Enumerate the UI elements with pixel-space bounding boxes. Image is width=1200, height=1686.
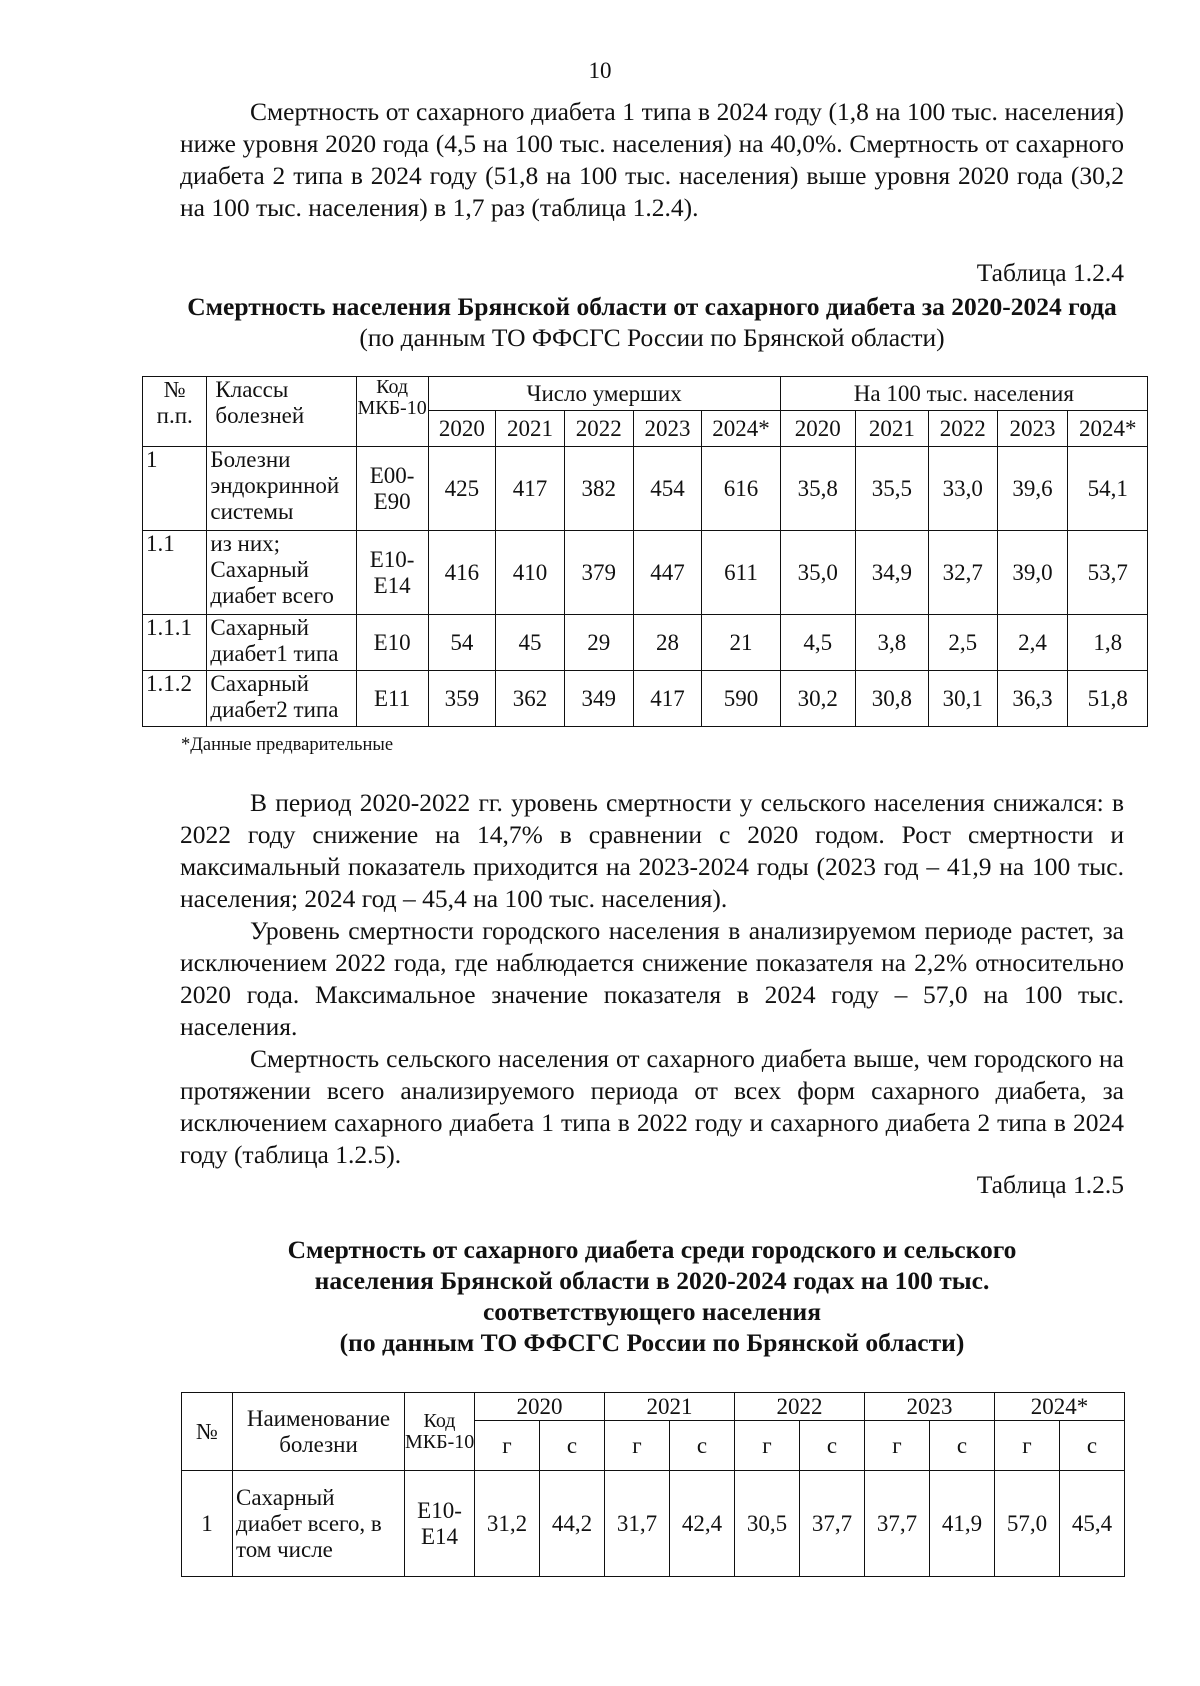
header-rate-group: На 100 тыс. населения	[780, 377, 1147, 411]
page-number: 10	[588, 58, 612, 83]
table1-caption: Таблица 1.2.4	[976, 258, 1124, 287]
table2-title-line: населения Брянской области в 2020-2024 годах на 100 тыс.	[314, 1266, 990, 1295]
rate-cell: 30,2	[780, 671, 855, 727]
table1-title	[180, 291, 1124, 353]
deaths-cell: 362	[496, 671, 565, 727]
row-name: Сахарный диабет2 типа	[207, 671, 356, 727]
value-cell: 31,7	[605, 1471, 670, 1577]
mortality-table-2	[181, 1392, 1125, 1577]
rate-cell: 35,5	[855, 447, 928, 531]
deaths-cell: 417	[496, 447, 565, 531]
table2-title-line: Смертность от сахарного диабета среди городского и сельского	[287, 1235, 1017, 1264]
row-code: Е10-Е14	[405, 1471, 475, 1577]
header-year: 2021	[855, 411, 928, 447]
deaths-cell: 590	[702, 671, 780, 727]
rate-cell: 53,7	[1068, 531, 1148, 615]
header-year: 2024*	[995, 1393, 1125, 1421]
deaths-cell: 359	[428, 671, 496, 727]
header-urban: г	[475, 1421, 540, 1471]
row-name: Болезни эндокринной системы	[207, 447, 356, 531]
table2-title-line: соответствующего населения	[482, 1297, 822, 1326]
deaths-cell: 616	[702, 447, 780, 531]
table1-title-rest: (по данным ТО ФФСГС России по Брянской области)	[359, 323, 945, 352]
paragraph-comparison: Смертность сельского населения от сахарного диабета выше, чем городского на протяжении всего анализируемого периода от всех форм сахарного диабета, за исключением сахарного диабета 1 типа в 2022 году и сахарного диабета 2 типа в 2024 году (таблица 1.2.5).	[180, 1044, 1124, 1169]
header-year: 2023	[997, 411, 1068, 447]
header-code: Код МКБ-10	[356, 377, 428, 447]
row-num: 1	[143, 447, 207, 531]
row-name: Сахарный диабет всего, в том числе	[233, 1471, 405, 1577]
row-name: из них; Сахарный диабет всего	[207, 531, 356, 615]
rate-cell: 35,8	[780, 447, 855, 531]
value-cell: 30,5	[735, 1471, 800, 1577]
header-year: 2023	[633, 411, 702, 447]
header-urban: г	[995, 1421, 1060, 1471]
header-year: 2021	[496, 411, 565, 447]
deaths-cell: 54	[428, 615, 496, 671]
deaths-cell: 611	[702, 531, 780, 615]
rate-cell: 35,0	[780, 531, 855, 615]
deaths-cell: 379	[564, 531, 633, 615]
row-name: Сахарный диабет1 типа	[207, 615, 356, 671]
row-num: 1	[182, 1471, 233, 1577]
deaths-cell: 417	[633, 671, 702, 727]
rate-cell: 39,6	[997, 447, 1068, 531]
deaths-cell: 425	[428, 447, 496, 531]
header-urban: г	[865, 1421, 930, 1471]
row-num: 1.1.1	[143, 615, 207, 671]
value-cell: 37,7	[800, 1471, 865, 1577]
value-cell: 44,2	[540, 1471, 605, 1577]
value-cell: 41,9	[930, 1471, 995, 1577]
rate-cell: 2,5	[928, 615, 997, 671]
table-row	[143, 671, 1148, 727]
value-cell: 45,4	[1060, 1471, 1125, 1577]
table2-caption: Таблица 1.2.5	[976, 1170, 1124, 1199]
header-year: 2022	[735, 1393, 865, 1421]
rate-cell: 36,3	[997, 671, 1068, 727]
rate-cell: 1,8	[1068, 615, 1148, 671]
table2-title-line: (по данным ТО ФФСГС России по Брянской области)	[339, 1328, 965, 1357]
rate-cell: 39,0	[997, 531, 1068, 615]
paragraph-urban: Уровень смертности городского населения в анализируемом периоде растет, за исключением 2022 года, где наблюдается снижение показателя на 2,2% относительно 2020 года. Максимальное значение показателя в 2024 году – 57,0 на 100 тыс. населения.	[180, 916, 1124, 1041]
deaths-cell: 21	[702, 615, 780, 671]
table-row	[182, 1471, 1125, 1577]
header-rural: с	[540, 1421, 605, 1471]
deaths-cell: 454	[633, 447, 702, 531]
header-year: 2022	[564, 411, 633, 447]
header-rural: с	[930, 1421, 995, 1471]
rate-cell: 33,0	[928, 447, 997, 531]
header-year: 2020	[475, 1393, 605, 1421]
rate-cell: 4,5	[780, 615, 855, 671]
rate-cell: 32,7	[928, 531, 997, 615]
table2-title	[180, 1234, 1124, 1358]
header-year: 2023	[865, 1393, 995, 1421]
row-code: Е00-Е90	[356, 447, 428, 531]
row-code: Е10-Е14	[356, 531, 428, 615]
mortality-table-1	[142, 376, 1148, 727]
value-cell: 57,0	[995, 1471, 1060, 1577]
value-cell: 42,4	[670, 1471, 735, 1577]
rate-cell: 54,1	[1068, 447, 1148, 531]
header-urban: г	[735, 1421, 800, 1471]
deaths-cell: 45	[496, 615, 565, 671]
deaths-cell: 447	[633, 531, 702, 615]
header-rural: с	[1060, 1421, 1125, 1471]
deaths-cell: 416	[428, 531, 496, 615]
header-rural: с	[670, 1421, 735, 1471]
table-row	[143, 447, 1148, 531]
header-name: Наименование болезни	[233, 1393, 405, 1471]
rate-cell: 30,8	[855, 671, 928, 727]
row-num: 1.1.2	[143, 671, 207, 727]
header-year: 2024*	[1068, 411, 1148, 447]
header-num: № п.п.	[143, 377, 207, 447]
header-year: 2020	[780, 411, 855, 447]
intro-paragraph: Смертность от сахарного диабета 1 типа в 2024 году (1,8 на 100 тыс. населения) ниже уровня 2020 года (4,5 на 100 тыс. населения) на 40,0%. Смертность от сахарного диабета 2 типа в 2024 году (51,8 на 100 тыс. населения) выше уровня 2020 года (30,2 на 100 тыс. населения) в 1,7 раз (таблица 1.2.4).	[180, 97, 1124, 222]
deaths-cell: 382	[564, 447, 633, 531]
header-year: 2024*	[702, 411, 780, 447]
deaths-cell: 410	[496, 531, 565, 615]
row-num: 1.1	[143, 531, 207, 615]
header-rural: с	[800, 1421, 865, 1471]
value-cell: 31,2	[475, 1471, 540, 1577]
rate-cell: 51,8	[1068, 671, 1148, 727]
rate-cell: 30,1	[928, 671, 997, 727]
header-deaths-group: Число умерших	[428, 377, 780, 411]
rate-cell: 34,9	[855, 531, 928, 615]
header-urban: г	[605, 1421, 670, 1471]
header-year: 2022	[928, 411, 997, 447]
row-code: Е11	[356, 671, 428, 727]
header-year: 2020	[428, 411, 496, 447]
header-code: Код МКБ-10	[405, 1393, 475, 1471]
header-year: 2021	[605, 1393, 735, 1421]
row-code: Е10	[356, 615, 428, 671]
rate-cell: 2,4	[997, 615, 1068, 671]
table-row	[143, 615, 1148, 671]
deaths-cell: 349	[564, 671, 633, 727]
header-class: Классы болезней	[207, 377, 356, 447]
table-row	[143, 531, 1148, 615]
paragraph-rural: В период 2020-2022 гг. уровень смертности у сельского населения снижался: в 2022 году снижение на 14,7% в сравнении с 2020 годом. Рост смертности и максимальный показатель приходится на 2023-2024 годы (2023 год – 41,9 на 100 тыс. населения; 2024 год – 45,4 на 100 тыс. населения).	[180, 788, 1124, 913]
table1-title-bold: Смертность населения Брянской области от сахарного диабета за 2020-2024 года	[187, 292, 1117, 321]
rate-cell: 3,8	[855, 615, 928, 671]
table1-footnote: *Данные предварительные	[181, 735, 394, 755]
deaths-cell: 28	[633, 615, 702, 671]
header-num: №	[182, 1393, 233, 1471]
deaths-cell: 29	[564, 615, 633, 671]
value-cell: 37,7	[865, 1471, 930, 1577]
